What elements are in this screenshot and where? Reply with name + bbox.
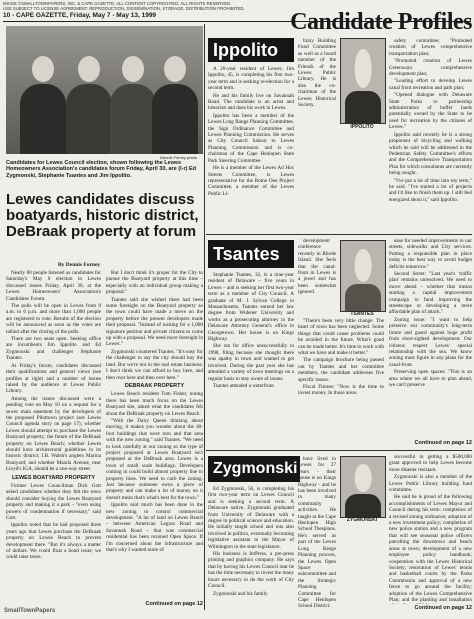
paragraph: Zygmonski and his family	[213, 590, 268, 597]
zygmonski-banner: Zygmonski	[208, 456, 300, 482]
person-third	[110, 56, 156, 154]
paragraph: Among the issues discussed were a pending vote on May 10 on a request for a sewer main easement by the developers of the proposed Pilottown project (see Lewes Council agenda story on page 17); whether Lewes should attempt to purchase the Lewes Boatyard property; the future of the DeBraak property on Lewes Beach; whether Lewes should have architectural guidelines in its historic district; J.B. Walsh's anglers Marina Boatyard; and whether Manila Avenue, near Lloyd's IGA, should be a one-way street.	[6, 395, 101, 473]
paragraph: Ippolito said much has been done in the new zoning to control commercial development. "A lot of land on Lewes Beach – between American Legion Road and Savannah Road – that was commercial residential has been rezoned Open Space. If I'm concerned about the infrastructure and that's why I wanted more of	[106, 502, 203, 554]
tsantes-column-2a	[298, 238, 336, 302]
paragraph: successful in getting a $500,000 grant approved to help Lewes become more disaster resistant.	[389, 454, 472, 473]
copyright-line-2: USE SUBJECT TO LICENSE AGREEMENT. REPRODUCTION, DISSEMINATION, STORAGE, DISTRIBUTION PROHIBITED.	[3, 6, 245, 11]
paragraph: Preserving open spaces: "This is an area where we all have to plan ahead, we can't preserve	[389, 369, 472, 388]
paragraph: "Leading effort to develop Lewes canal front recreation and park plan;	[389, 78, 472, 91]
tsantes-portrait-label: TSANTES	[350, 311, 374, 317]
paragraph: Second Street: "Last year's 'traffic plan' remains unresolved. We need to move ahead – whether that means starting a capital improvement campaign to fund improving the streetscape or developing a more affordable plan of attack."	[389, 271, 472, 316]
ippolito-banner: Ippolito	[208, 38, 294, 62]
person-left	[20, 56, 66, 154]
ippolito-column-1	[208, 66, 294, 232]
paragraph: "I've put a lot of time into my term," he said. "I've started a lot of projects and I'd like to finish them up. I still feel energized about it," said Ippolito.	[389, 177, 472, 203]
profile-rule-2	[206, 450, 472, 451]
main-headline: Lewes candidates discuss boatyards, historic district, DeBraak property at forum	[6, 191, 199, 240]
zygmonski-jump: Continued on page 12	[414, 605, 472, 611]
paragraph: ease for needed improvements to our streets, sidewalks and City services. Putting a responsible plan in place today is the best way to avoid budget deficits tomorrow."	[389, 238, 472, 270]
paragraph: Fiscal Fitness: "Now is the time to invest money. In those areas	[298, 384, 384, 397]
paragraph: Stephanie Tsantes, 32, is a nine-year resident of Delaware – five years in Lewes – and is seeking her first two-year term as a member of City Council. A graduate of M. J. Sylvan College in Massachusetts, Tsantes earned her law degree from Widener University and works as a prosecuting attorney in the Delaware Attorney General's office in Georgetown. Her house is on Kings Highway.	[208, 272, 294, 343]
main-story-column-1	[6, 270, 101, 610]
subhead-boatyard: LEWES BOATYARD PROPERTY	[11, 474, 96, 481]
paragraph: Ippolito said recently he is a strong proponent of bicycling and walking which he said will be addressed in the Pedestrian Safety Committee's efforts and the Comprehensive Transportation Plan for which consultants are currently being sought.	[389, 131, 472, 177]
paragraph: safety committee; "Promoted creation of Lewes comprehensive transportation plan;	[389, 38, 472, 57]
paragraph: "With the Dairy Queen thinking about moving, it makes you wonder about the 40-foot buildings that were torn and that area with the new zoning," said Tsantes. "We need to look carefully at our zoning so the type of project proposed at Lewes Boatyard isn't proposed at the DeBraak area. Lewes is a town of small scale buildings. Developers coming in could build almost property line to property lines. We need to curb the zoning. Just because someone owns a piece of property and can make a lot of money on it doesn't mean that's what's best for the town."	[106, 417, 203, 501]
paragraph: Ed Zygmonski, 56, is completing his first two-year term on Lewes Council and is seeking a second term. A Delaware native, Zygmonski graduated from University of Delaware with a degree in political science and education. He initially taught school and was also involved in politics, eventually becoming legislative assistant to the Mayor of Wilmington in the state legislature.	[208, 486, 294, 550]
tsantes-column-3	[389, 238, 472, 438]
zygmonski-column-2	[298, 456, 336, 608]
zygmonski-column-3	[389, 454, 472, 604]
subhead-debraak: DEBRAAK PROPERTY	[124, 382, 185, 389]
main-story-column-2	[106, 270, 203, 600]
paragraph: The campaign brochure being passed out by Tsantes and her committee members, the candidate addresses five specific issues.	[298, 357, 384, 383]
paragraph: "There's been very little change. The heart of town has been neglected. Some things that could cause problems could be avoided in the future. What's good can be made better. It's time to work with what we have and make it better."	[298, 318, 384, 357]
tsantes-banner: Tsantes	[208, 240, 294, 268]
zygmonski-portrait	[340, 456, 386, 518]
paragraph: Nearly 80 people listened as candidates for Saturday's May 8 election in Lewes discussed issues Friday, April 30, at the Lewes Homeowners' Association's Candidates Forum.	[6, 270, 101, 302]
photo-credit: Dennis Forney photo	[160, 155, 198, 160]
paragraph: She ran for office unsuccessfully in 1998, filing because she thought there was apathy in town and wanted to get involved. During the past year she has attended a variety of town meetings on a regular basis to stay aware of issues.	[208, 343, 294, 382]
paragraph: He and his family live on Savannah Road. The candidate is an artist and historian and does his work in Lewes.	[208, 92, 294, 112]
paragraph: Tsantes attended a waterfront	[213, 382, 274, 389]
copyright-line-1: IMAGE ©SMALLTOWNPAPERS, INC. & CAPE GAZETTE. ALL CONTENT COPYRIGHTED. ALL RIGHTS RESERVED.	[3, 1, 232, 6]
masthead: 10 - CAPE GAZETTE, Friday, May 7 - May 13, 1999	[3, 12, 471, 22]
person-second	[66, 56, 112, 154]
paragraph: "Promoted creation of Lewes Greenways comprehensive development plan;	[389, 58, 472, 78]
paragraph: But I don't think it's proper for the City to pursue the Boatyard property at this time – especially with an individual group making a proposal."	[106, 270, 203, 296]
person-right	[152, 56, 198, 154]
paragraph: Former Lewes Councilman Dick Gott asked candidates whether they felt the town should consider buying the Lewes Boatyard property and making it a park – "even using powers of condemnation if necessary," said Gott.	[6, 483, 101, 522]
paragraph: There are two seats open. Seeking office are incumbents Jim Ippolito and Ed Zygmonski and challenger Stephanie Tsantes.	[6, 336, 101, 362]
tsantes-portrait	[340, 240, 386, 312]
paragraph: The polls will be open in Lewes from 8 a.m. to 6 p.m. and more than 1,000 people are registered to vote. Results of the election will be announced as soon as the votes are tallied after the closing of the polls.	[6, 303, 101, 335]
tsantes-jump: Continued on page 12	[414, 440, 472, 446]
paragraph: development conference recently in Rhode Island. She feels that the canal-front in Lewes is a jewel and has been somewhat ignored.	[298, 238, 336, 296]
group-photo	[6, 26, 203, 154]
paragraph: Lewes Beach resident Tom Fisher, noting there has been much focus on the Lewes Boatyard site, asked what the candidates felt about the DeBraak property on Lewes Beach.	[106, 391, 203, 417]
paragraph: Zygmonski countered Tsantes. "It's easy for the challenger to say the city should buy the land. But we're not in the real estate business. I don't think we can afford to buy here, and then over here and then over here."	[106, 348, 203, 381]
ippolito-column-2	[298, 38, 336, 148]
paragraph: Zoning issue: "I want to help preserve our community's long-term future and guard against huge profit from short-sighted development. Our citizens respect Lewes' special relationship with the sea. We know zoning must figure in any plans for the canal-front.	[389, 316, 472, 368]
paragraph: He is a member of the Lewes Ad Hoc Streets Committee, is Lewes representative for the Rome Ooe Project Committee, a member of the Lewes Public Li-	[208, 165, 294, 197]
zygmonski-portrait-label: ZYGMONSKI	[346, 517, 378, 523]
paragraph: Ippolito has been a member of the Lewes Long Range Planning Committee, the Sign Ordinance Committee and Lewes Planning Commission. He serves as City Council liaison to Lewes Planning Commission and is co-chairman of the Cape Henlopen State Park Steering Committee.	[208, 112, 294, 164]
ippolito-portrait-label: IPPOLITO	[350, 124, 374, 130]
photo-caption: Candidates for Lewes Council election, shown following the Lewes Homeowners Association's candidates forum Friday, April 30, are (l-r) Ed Zygmonski, Stephanie Tsantes and Jim Ippolito.	[6, 160, 196, 179]
section-title: Candidate Profiles	[290, 9, 472, 35]
paragraph: Zygmonski is also a member of the Lewes Public Library building fund committee.	[389, 474, 472, 494]
paragraph: "Opened dialogue with Delaware State Parks to partnership administration of buffer lands potentially owned by the State to be used for recreation by the citizens of Lewes."	[389, 92, 472, 131]
ippolito-column-3	[389, 38, 472, 232]
tsantes-column-1	[208, 272, 294, 448]
paragraph: brary Building Fund Committee as well as a board member of the Friends of the Lewes Public Library. He is also the co-chairman of the Lewes Historical Society.	[298, 38, 336, 109]
tsantes-column-2b	[298, 318, 384, 448]
paragraph: Ippolito noted that he had proposed three years ago that Lewes purchase the DeBraak property on Lewes Beach to prevent development there. "But it's always a matter of dollars. We could float a bond issue; we could raise taxes.	[6, 522, 101, 561]
byline: By Dennis Forney	[58, 262, 101, 268]
zygmonski-column-1	[208, 486, 294, 608]
paragraph: Tsantes said she wished there had been some foresight on the Boatyard property so the town could have made a move on the property before the present developers made their proposal. "Instead of waiting for a 1,000 signature petition and private citizens to come up with a proposal. We need more foresight in Lewes."	[106, 296, 203, 348]
paragraph: have lived in Lewes for 27 years - their house is on Kings Highway - and he has been involved in many community activities. He taught at the Cape Henlopen High School Thespians. He's served as part of the Lewes Long Range Planning process, the Lewes Open Space subcommittee and the Strategic Planning Committee for Cape Henlopen School District.	[298, 456, 336, 608]
paragraph: He said he is proud of the following accomplishments of Lewes Mayor and Council during his term: completion of a revised zoning ordinance; adoption of a new investment policy; completion of new police station and a new program that will see seasonal police officers patrolling the downtown and beach areas at town; development of a new employee policy handbook; cooperation with the Lewes Historical Society; restoration of Lewes' tennis and basketball courts by the Parks Commission and approval of a new fence to go around the facility; adoption of the Lewes Comprehensive Plan; and the planting and installation	[389, 494, 472, 603]
column-rule	[204, 24, 205, 610]
paragraph: A 20-year resident of Lewes, Jim Ippolito, 45, is completing his first two-year term and is seeking re-election for a second term.	[208, 66, 294, 92]
paragraph: His business is IntPress, a pre-press printing and graphics company. He says that by having his Lewes Council seat he has the time necessary to invest the many hours necessary to do the work of City Council.	[208, 551, 294, 590]
main-story-jump: Continued on page 12	[145, 601, 203, 607]
smalltownpapers-logo: SmallTownPapers	[4, 608, 56, 614]
profile-rule-1	[206, 234, 472, 235]
ippolito-portrait	[340, 38, 386, 124]
paragraph: At Friday's forum, candidates discussed their qualifications and general views (see profiles at right) and a number of issues raised by the audience at Lewes Public Library.	[6, 362, 101, 395]
